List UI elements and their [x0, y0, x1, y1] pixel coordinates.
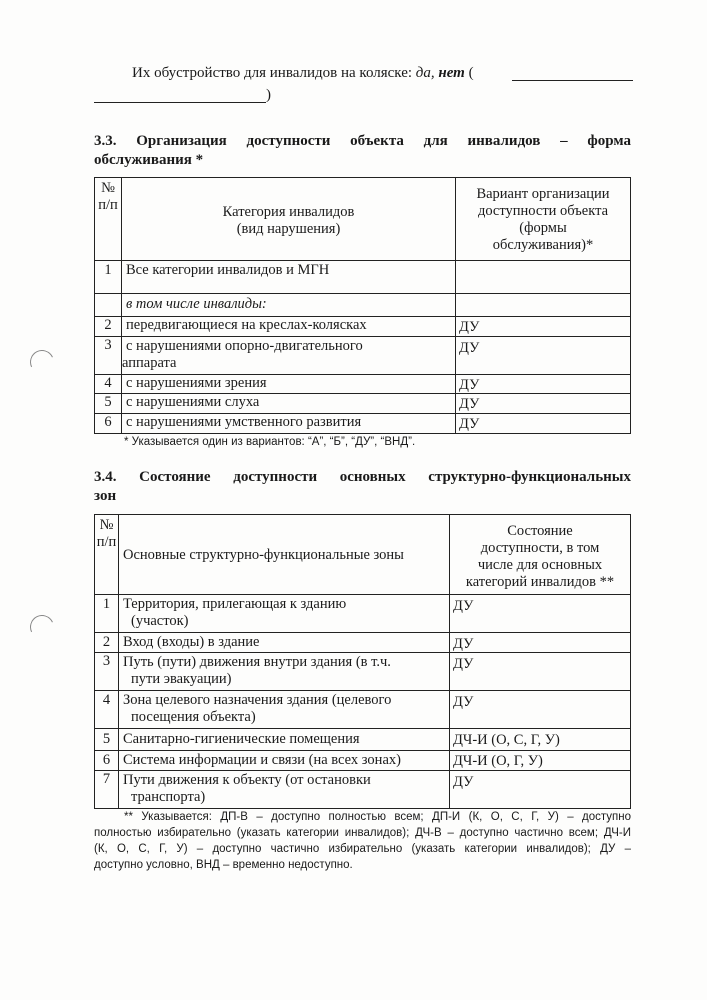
row-num: 1 — [104, 262, 112, 278]
row-zone: Территория, прилегающая к зданию (участок) — [123, 596, 347, 629]
row-category: с нарушениями слуха — [126, 394, 260, 410]
row-zone: Система информации и связи (на всех зонах) — [123, 752, 401, 768]
row-value: ДУ — [453, 598, 474, 614]
row-num: 2 — [102, 634, 111, 650]
row-value: ДУ — [453, 774, 474, 790]
row-value: ДУ — [453, 694, 474, 710]
fill-line-1 — [512, 80, 633, 81]
row-category: с нарушениями зрения — [126, 375, 267, 391]
section-33-title-line1: 3.3. Организация доступности объекта для инвалидов – форма — [94, 133, 631, 149]
row-num: 4 — [104, 375, 112, 391]
row-num: 3 — [104, 337, 112, 353]
row-value: ДУ — [459, 340, 480, 356]
row-zone: Санитарно-гигиенические помещения — [123, 731, 360, 747]
fill-line-2 — [94, 102, 266, 103]
row-num: 6 — [102, 752, 111, 768]
row-zone: Пути движения к объекту (от остановки транспорта) — [123, 772, 371, 805]
section-34-title-line1: 3.4. Состояние доступности основных структурно-функциональных — [94, 469, 631, 485]
option-no: нет — [438, 65, 465, 81]
intro-prefix: Их обустройство для инвалидов на коляске: — [132, 65, 413, 81]
header-variant: Вариант организации доступности объекта (формы обслуживания)* — [476, 186, 610, 253]
row-num: 5 — [102, 731, 111, 747]
row-num: 6 — [104, 414, 112, 430]
header-zone: Основные структурно-функциональные зоны — [123, 547, 404, 563]
footnote-33: * Указывается один из вариантов: “А”, “Б”, “ДУ”, “ВНД”. — [124, 436, 416, 448]
row-value: ДЧ-И (О, С, Г, У) — [453, 732, 560, 748]
section-33-title-line2: обслуживания * — [94, 152, 204, 168]
row-num: 1 — [102, 596, 111, 612]
header-category: Категория инвалидов (вид нарушения) — [222, 204, 355, 237]
intro-line — [132, 64, 474, 82]
row-subheading: в том числе инвалиды: — [126, 296, 267, 312]
row-value: ДЧ-И (О, Г, У) — [453, 753, 543, 769]
row-zone: Вход (входы) в здание — [123, 634, 260, 650]
row-zone: Путь (пути) движения внутри здания (в т.ч. пути эвакуации) — [123, 654, 391, 687]
row-value: ДУ — [459, 416, 480, 432]
paren-open: ( — [468, 65, 474, 81]
row-value: ДУ — [459, 396, 480, 412]
row-value: ДУ — [453, 636, 474, 652]
header-num: № п/п — [96, 517, 117, 550]
header-state: Состояние доступности, в том числе для основных категорий инвалидов ** — [465, 523, 615, 590]
footnote-34: ** Указывается: ДП-В – доступно полностью всем; ДП-И (К, О, С, Г, У) – доступно полностью избирательно (указать категории инвалидов); ДЧ-В – доступно частично всем; ДЧ-И (К, О, С, Г, У) – доступно частично избирательно (указать категории инвалидов); ДУ – доступно условно, ВНД – временно недоступно. — [94, 811, 631, 871]
paren-close: ) — [266, 87, 271, 103]
row-value: ДУ — [459, 319, 480, 335]
row-zone: Зона целевого назначения здания (целевого посещения объекта) — [123, 692, 392, 725]
row-category: с нарушениями умственного развития — [126, 414, 362, 430]
row-category: с нарушениями опорно-двигательного аппарата — [122, 338, 363, 371]
punch-hole-mark — [27, 612, 58, 643]
row-category: Все категории инвалидов и МГН — [126, 262, 330, 278]
row-value: ДУ — [459, 377, 480, 393]
row-num: 4 — [102, 692, 111, 708]
row-num: 2 — [104, 317, 112, 333]
row-category: передвигающиеся на креслах-колясках — [126, 317, 367, 333]
header-num: № п/п — [98, 180, 118, 213]
punch-hole-mark — [27, 347, 58, 378]
row-num: 7 — [102, 771, 111, 787]
row-num: 3 — [102, 653, 111, 669]
row-value: ДУ — [453, 656, 474, 672]
row-num: 5 — [104, 394, 112, 410]
option-yes: да, — [415, 65, 435, 81]
section-34-title-line2: зон — [94, 488, 117, 504]
